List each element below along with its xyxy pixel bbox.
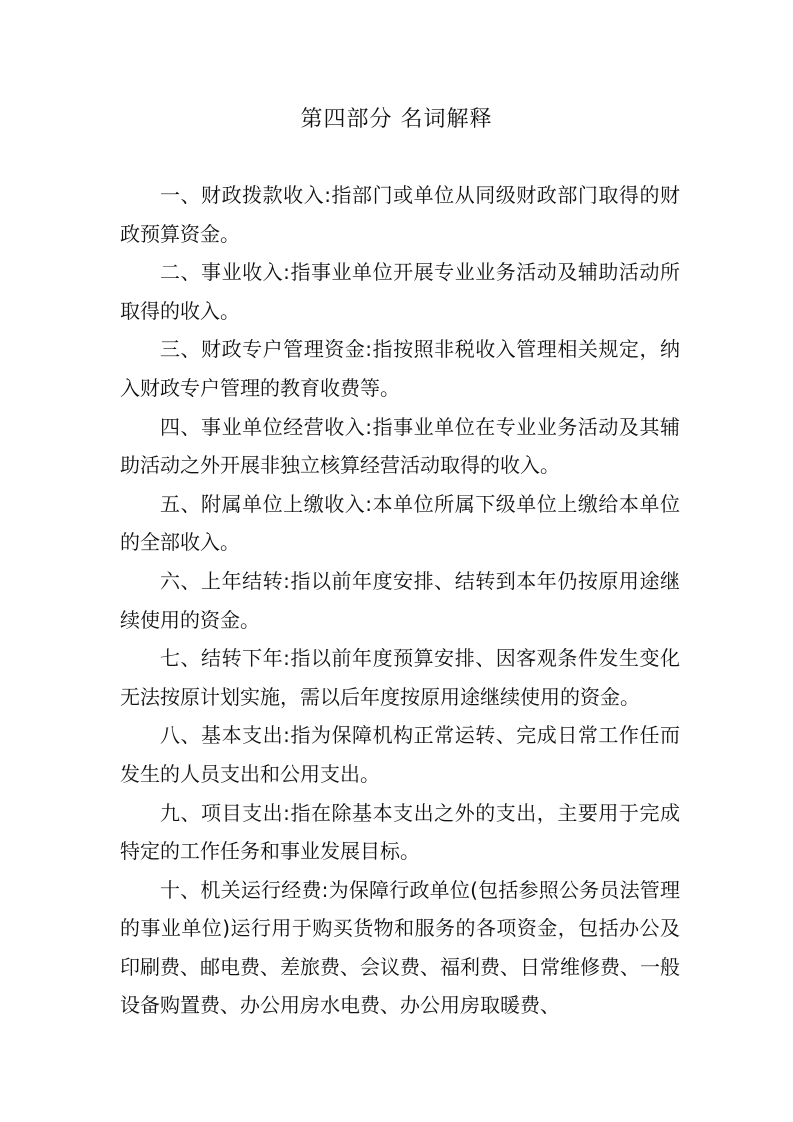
document-body — [120, 176, 680, 1025]
paragraph-6: 六、上年结转:指以前年度安排、结转到本年仍按原用途继续使用的资金。 — [120, 568, 680, 632]
page-title: 第四部分 名词解释 — [300, 107, 493, 132]
paragraph-7: 七、结转下年:指以前年度预算安排、因客观条件发生变化无法按原计划实施，需以后年度按原用途继续使用的资金。 — [120, 646, 680, 709]
paragraph-9: 九、项目支出:指在除基本支出之外的支出，主要用于完成特定的工作任务和事业发展目标。 — [120, 800, 680, 864]
paragraph-5: 五、附属单位上缴收入:本单位所属下级单位上缴给本单位的全部收入。 — [120, 491, 680, 555]
paragraph-8: 八、基本支出:指为保障机构正常运转、完成日常工作任而发生的人员支出和公用支出。 — [120, 723, 680, 786]
paragraph-10: 十、机关运行经费:为保障行政单位(包括参照公务员法管理的事业单位)运行用于购买货物和服务的各项资金，包括办公及印刷费、邮电费、差旅费、会议费、福利费、日常维修费、一般设备购置费、办公用房水电费、办公用房取暖费、 — [120, 877, 680, 1018]
paragraph-2: 二、事业收入:指事业单位开展专业业务活动及辅助活动所取得的收入。 — [120, 260, 680, 323]
paragraph-4: 四、事业单位经营收入:指事业单位在专业业务活动及其辅助活动之外开展非独立核算经营活动取得的收入。 — [120, 414, 680, 478]
paragraph-1: 一、财政拨款收入:指部门或单位从同级财政部门取得的财政预算资金。 — [120, 183, 680, 246]
paragraph-3: 三、财政专户管理资金:指按照非税收入管理相关规定，纳入财政专户管理的教育收费等。 — [120, 337, 680, 400]
